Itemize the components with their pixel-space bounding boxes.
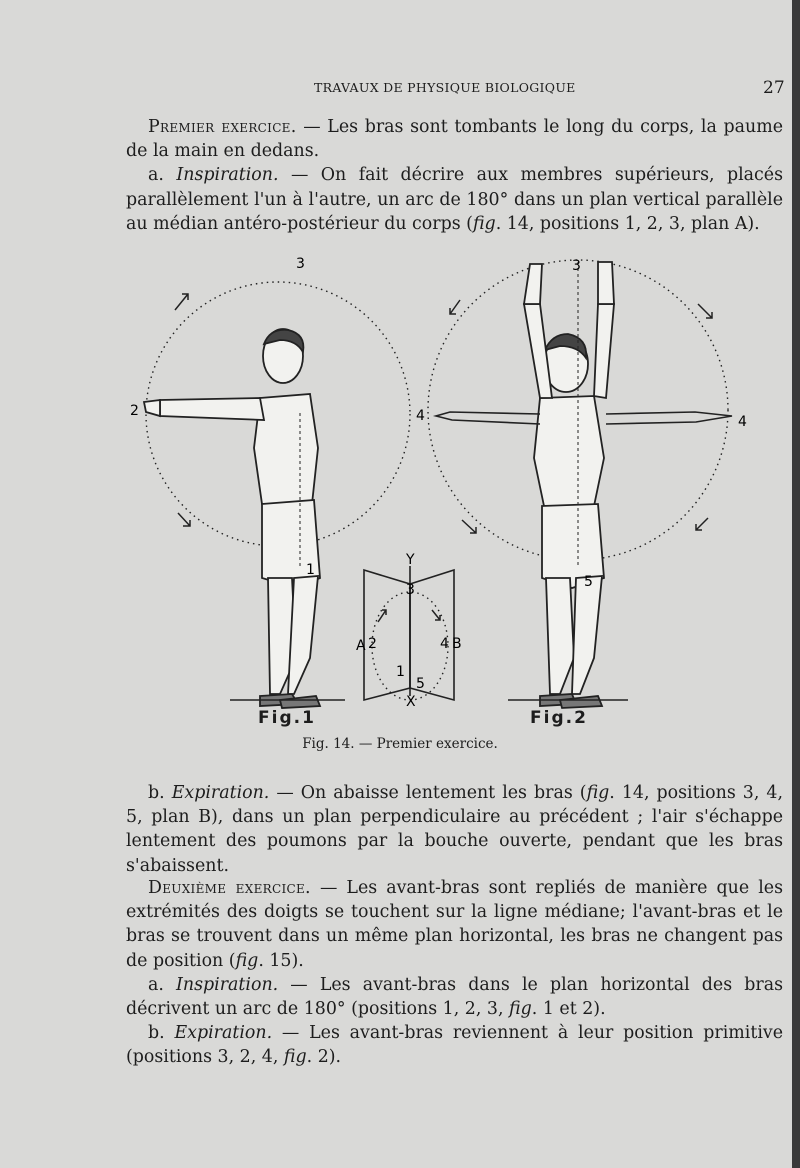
page-edge bbox=[792, 0, 800, 1168]
label-3-diagram: 3 bbox=[406, 582, 415, 598]
label-x: X bbox=[406, 694, 416, 710]
section-expiration bbox=[126, 781, 783, 878]
label-4-right: 4 bbox=[738, 414, 747, 430]
fig-ref: fig bbox=[509, 999, 532, 1020]
paragraph-text: — Les avant-bras dans le plan horizontal des bras décrivent un arc de 180° (positions 1, 2, 3, bbox=[126, 974, 783, 1020]
label-4-diagram: 4 bbox=[440, 636, 449, 652]
label-y: Y bbox=[406, 552, 415, 568]
figure-14 bbox=[120, 248, 760, 728]
item-title: Inspiration. bbox=[176, 974, 279, 995]
paragraph-text: — Les avant-bras sont repliés de manière que les extrémités des doigts se touchent sur la ligne médiane; l'avant-bras et le bras se trouvent dans un même plan horizontal, les bras ne changent pas de position ( bbox=[126, 878, 784, 971]
exercise-heading: Deuxième exercice. bbox=[148, 878, 311, 898]
label-3-fig2: 3 bbox=[572, 258, 581, 274]
exercise-illustration bbox=[120, 248, 760, 718]
paragraph-text: . 1 et 2). bbox=[531, 999, 606, 1020]
item-title: Expiration. bbox=[174, 1023, 273, 1044]
paragraph-expiration bbox=[126, 781, 783, 878]
label-3: 3 bbox=[296, 256, 305, 272]
label-4-left: 4 bbox=[416, 408, 425, 424]
paragraph-text: — On fait décrire aux membres supérieurs, placés parallèlement l'un à l'autre, un arc de 180° dans un plan vertical parallèle au médian antéro-postérieur du corps ( bbox=[126, 165, 783, 234]
figure-1-person bbox=[144, 329, 320, 708]
figure-caption: Fig. 14. — Premier exercice. bbox=[302, 736, 498, 752]
label-5-diagram: 5 bbox=[416, 676, 425, 692]
figure-labels bbox=[130, 256, 747, 710]
label-2-diagram: 2 bbox=[368, 636, 377, 652]
section-premier-exercice bbox=[126, 115, 783, 236]
paragraph-expiration-2 bbox=[126, 1021, 783, 1069]
exercise-heading: Premier exercice. bbox=[148, 117, 297, 137]
paragraph-position-2 bbox=[126, 876, 783, 973]
section-deuxieme-exercice bbox=[126, 876, 783, 1070]
label-2: 2 bbox=[130, 403, 139, 419]
paragraph-text: . 14, positions 3, 4, 5, plan B), dans un plan perpendiculaire au précédent ; l'air s'échappe lentement des poumons par la bouche ouverte, pendant que les bras s'abaissent. bbox=[126, 783, 784, 876]
figure-2-person bbox=[524, 262, 614, 708]
label-5-fig2: 5 bbox=[584, 574, 593, 590]
paragraph-text: . 2). bbox=[306, 1047, 342, 1068]
paragraph-inspiration-2 bbox=[126, 973, 783, 1021]
item-letter: a. bbox=[148, 974, 164, 995]
fig-2-label: Fig.2 bbox=[530, 708, 588, 728]
fig-ref: fig bbox=[235, 950, 259, 971]
item-title: Expiration. bbox=[171, 783, 270, 803]
item-letter: b. bbox=[148, 1023, 165, 1044]
fig-1-label: Fig.1 bbox=[258, 708, 316, 728]
label-b: B bbox=[452, 636, 462, 652]
fig-ref: fig bbox=[283, 1047, 307, 1068]
fig-ref: fig bbox=[472, 213, 496, 234]
paragraph-text: — On abaisse lentement les bras ( bbox=[269, 783, 587, 803]
label-1-diagram: 1 bbox=[396, 664, 405, 680]
paragraph-text: . 15). bbox=[258, 950, 304, 971]
running-title: TRAVAUX DE PHYSIQUE BIOLOGIQUE bbox=[314, 80, 576, 95]
item-letter: b. bbox=[148, 783, 165, 803]
arm-arc-circles bbox=[146, 260, 728, 700]
paragraph-text: — Les avant-bras reviennent à leur position primitive (positions 3, 2, 4, bbox=[126, 1023, 783, 1068]
paragraph-text: — Les bras sont tombants le long du corps, la paume de la main en dedans. bbox=[126, 117, 784, 162]
item-letter: a. bbox=[148, 165, 164, 186]
paragraph-text: . 14, positions 1, 2, 3, plan A). bbox=[495, 213, 760, 234]
page-number: 27 bbox=[763, 78, 785, 98]
paragraph-position bbox=[126, 115, 783, 163]
item-title: Inspiration. bbox=[176, 165, 279, 186]
label-1: 1 bbox=[306, 562, 315, 578]
label-a: A bbox=[356, 638, 366, 654]
fig-ref: fig bbox=[586, 783, 610, 803]
paragraph-inspiration bbox=[126, 163, 783, 236]
